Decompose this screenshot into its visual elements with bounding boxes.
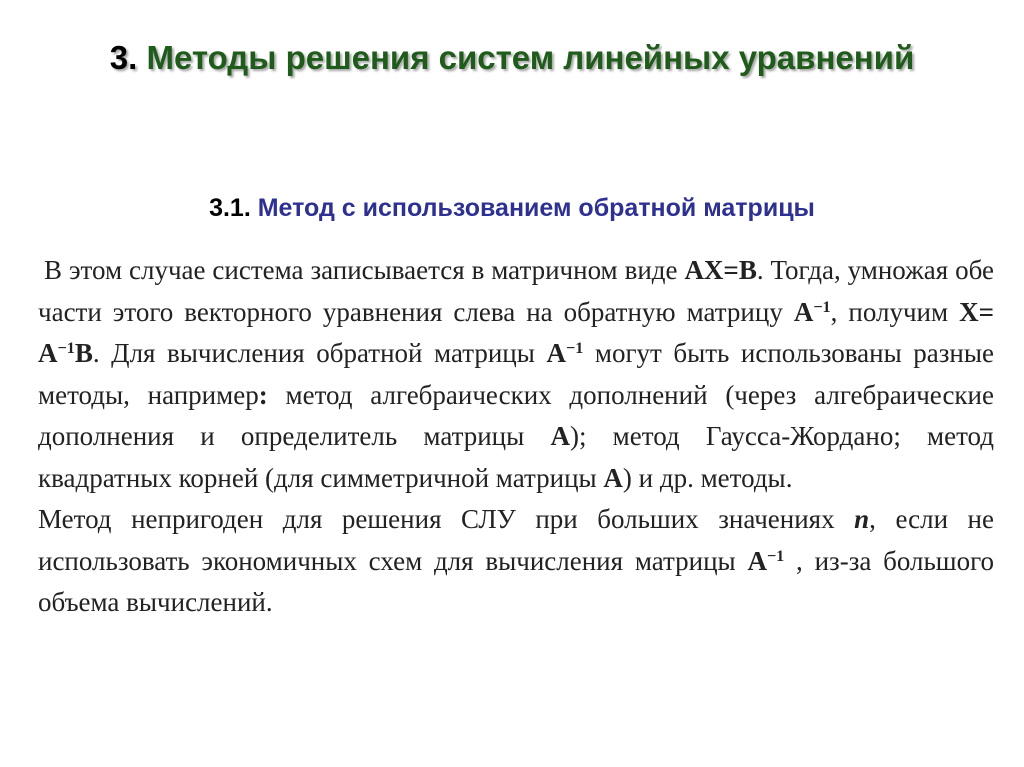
text-run: могут быть использованы разные методы, например	[38, 338, 995, 410]
text-run: ) и др. методы.	[622, 462, 793, 493]
formula-a: A	[550, 421, 570, 451]
formula-a: A	[603, 462, 623, 493]
section-subtitle	[60, 191, 964, 225]
text-run: . Тогда, умножая обе части этого векторного уравнения слева на обратную матрицу	[38, 255, 994, 327]
formula-superscript: −1	[766, 546, 785, 565]
body-text	[38, 250, 994, 624]
title-number: 3.	[109, 39, 138, 76]
text-run: ); метод Гаусса-Жордано; метод квадратных корней (для симметричной матрицы	[38, 421, 994, 493]
subtitle-text: Метод с использованием обратной матрицы	[257, 194, 815, 222]
formula-n: n	[854, 504, 870, 534]
text-run: , из-за большого объема вычислений.	[38, 545, 994, 617]
text-run: метод алгебраических дополнений (через алгебраические дополнения и определитель матрицы	[38, 379, 994, 451]
text-run: , получим	[830, 296, 960, 327]
formula-a: A	[793, 296, 814, 327]
formula-superscript: −1	[565, 339, 584, 358]
formula-ax-b: AX=B	[684, 255, 757, 285]
subtitle-number: 3.1.	[209, 194, 251, 222]
formula-b: B	[74, 338, 93, 368]
formula-a: A	[747, 545, 767, 576]
text-run: . Для вычисления обратной матрицы	[92, 338, 547, 368]
text-run: , если не использовать экономичных схем для вычисления матрицы	[38, 504, 994, 576]
text-run: Метод непригоден для решения СЛУ при больших значениях	[38, 504, 855, 534]
formula-superscript: −1	[57, 339, 75, 358]
slide-title	[60, 34, 964, 82]
paragraph-inverse-matrix	[38, 250, 994, 499]
title-text: Методы решения систем линейных уравнений	[146, 39, 915, 76]
colon: :	[258, 379, 268, 410]
formula-superscript: −1	[813, 297, 831, 316]
formula-x: X= A	[38, 296, 994, 368]
text-run: В этом случае система записывается в матричном виде	[44, 255, 685, 285]
paragraph-limitation	[38, 499, 994, 624]
formula-a: A	[546, 338, 566, 368]
